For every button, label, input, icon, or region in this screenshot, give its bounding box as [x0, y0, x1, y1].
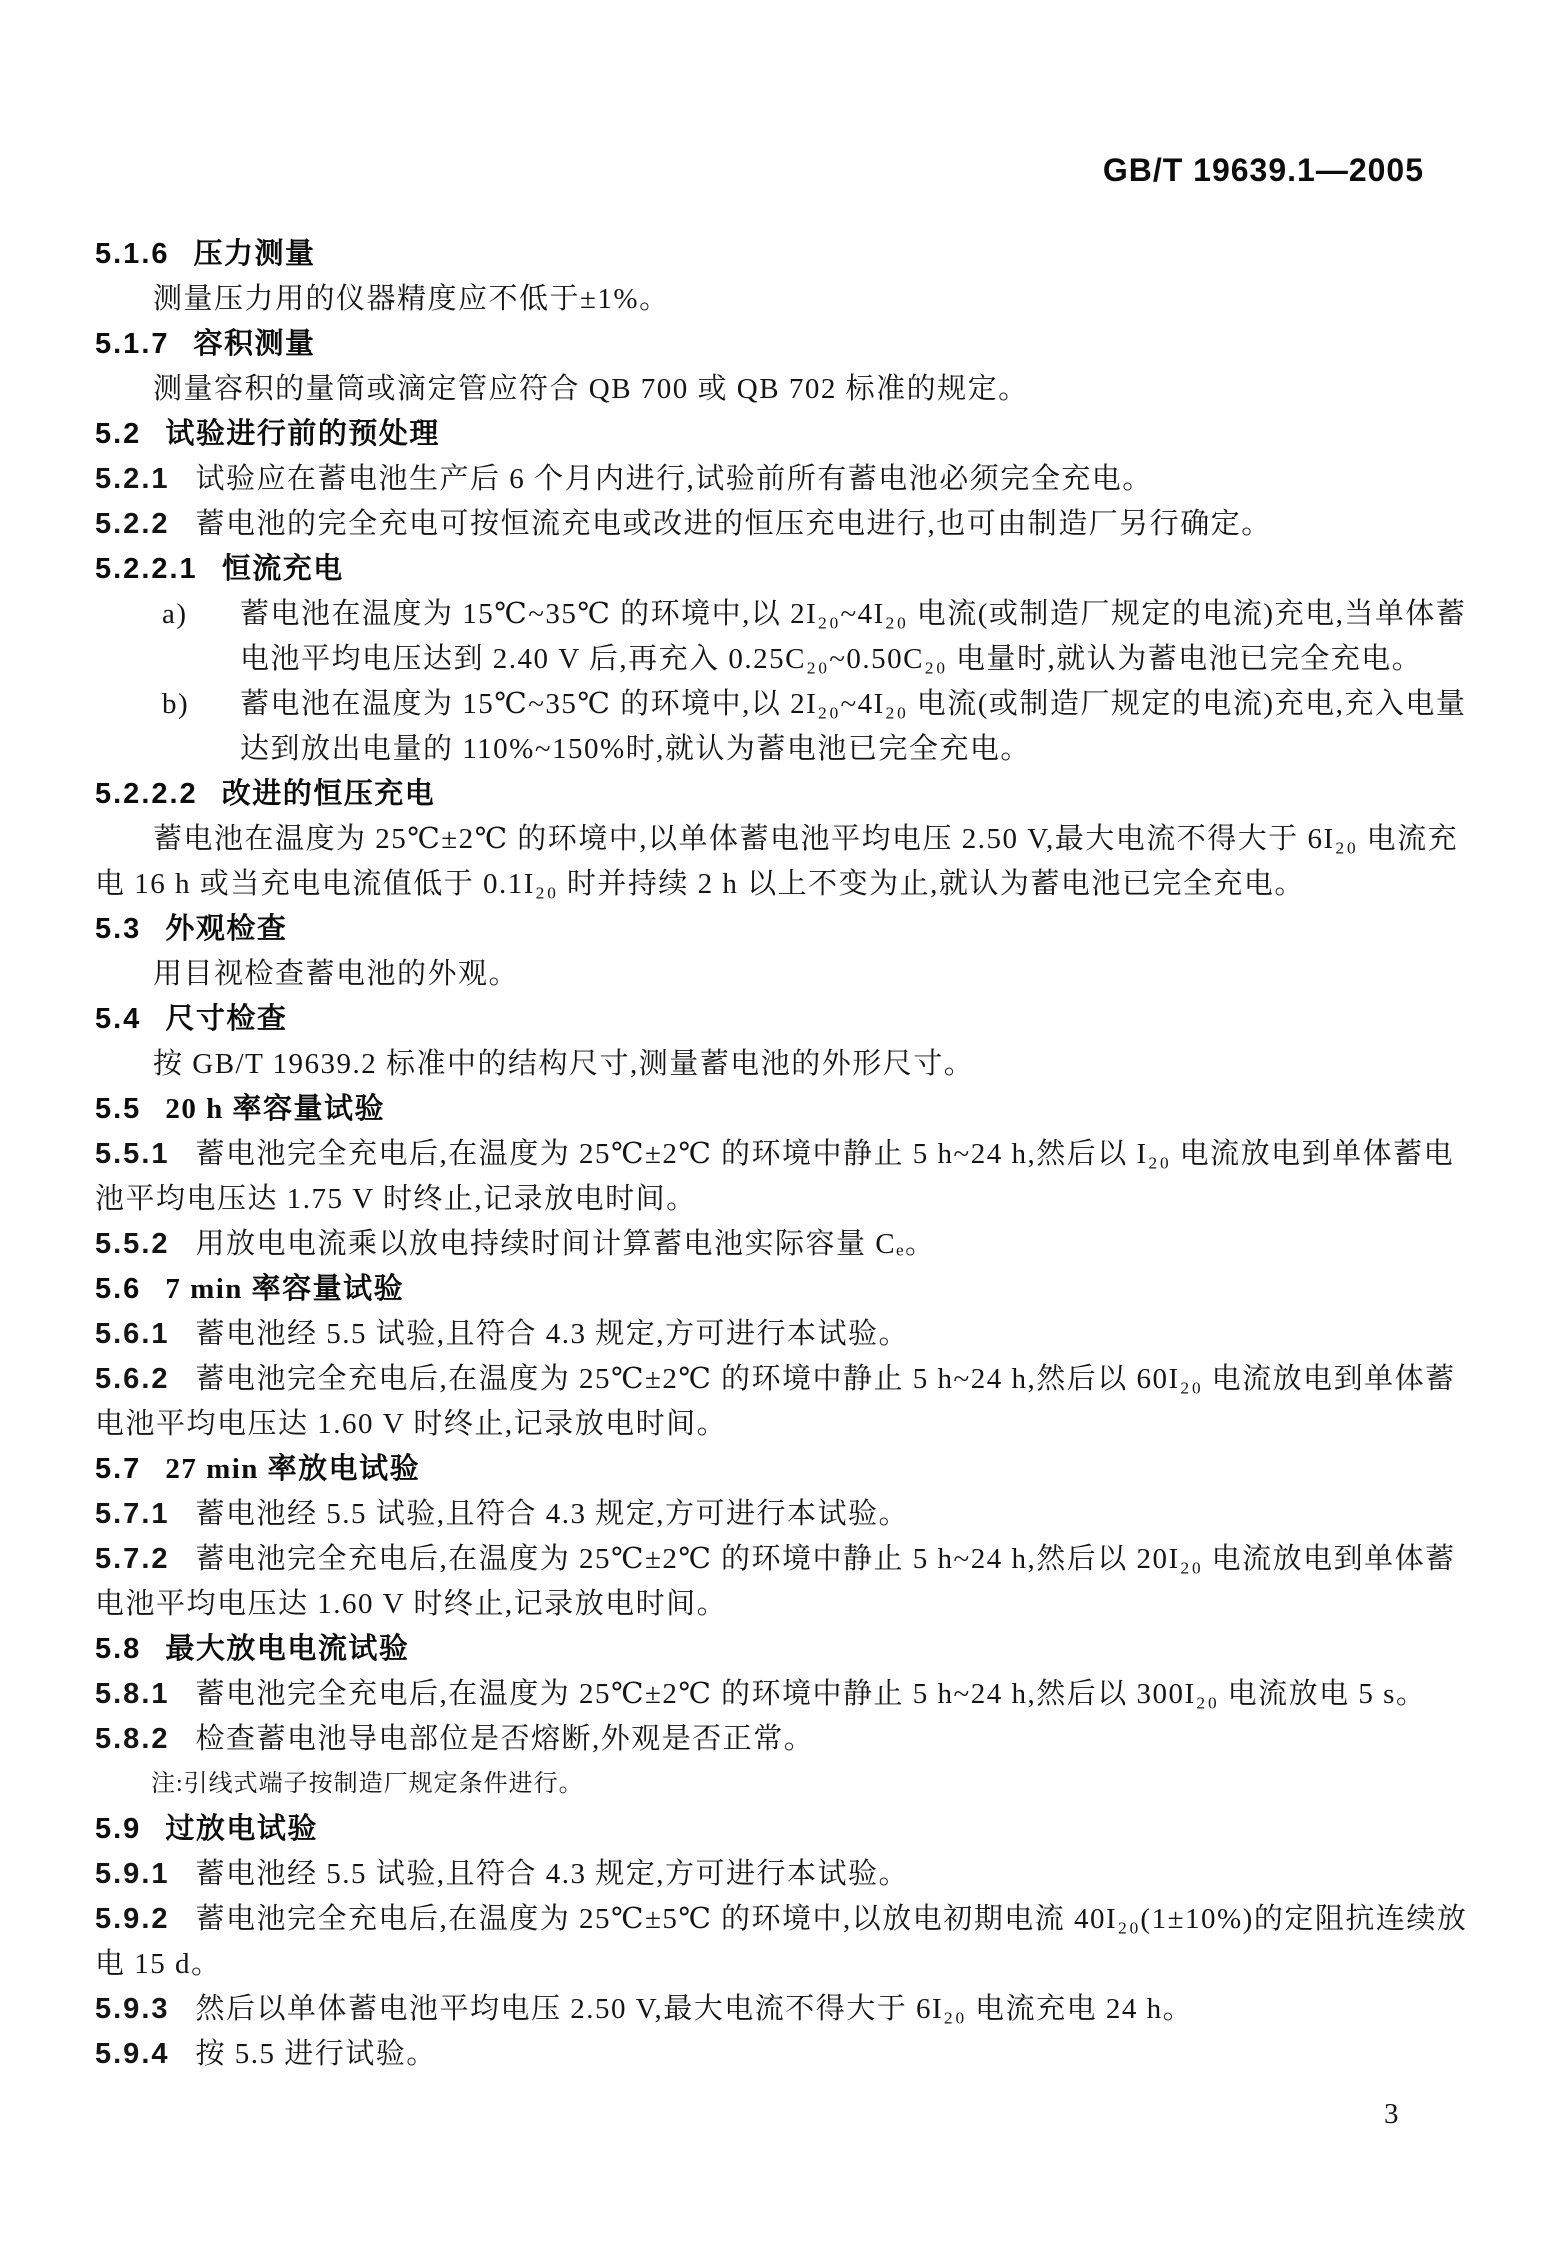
clause-5-6-2 [95, 1357, 1477, 1447]
list-item-a [95, 592, 1477, 682]
clause-number: 5.6.1 [95, 1318, 170, 1350]
section-heading-5-1-7 [95, 322, 1477, 367]
clause-number: 5.8.1 [95, 1678, 170, 1710]
section-heading-5-5 [95, 1087, 1477, 1132]
section-heading-5-1-6 [95, 232, 1477, 277]
clause-text: 蓄电池经 5.5 试验,且符合 4.3 规定,方可进行本试验。 [195, 1858, 910, 1890]
clause-number: 5.2.1 [95, 463, 170, 495]
clause-text: 试验应在蓄电池生产后 6 个月内进行,试验前所有蓄电池必须完全充电。 [195, 463, 1153, 495]
section-number: 5.1.6 [95, 238, 170, 270]
clause-text: 蓄电池的完全充电可按恒流充电或改进的恒压充电进行,也可由制造厂另行确定。 [195, 508, 1272, 540]
clause-text: 蓄电池完全充电后,在温度为 25℃±2℃ 的环境中静止 5 h~24 h,然后以 20I₂₀ 电流放电到单体蓄电池平均电压达 1.60 V 时终止,记录放电时间。 [95, 1543, 1456, 1620]
clause-5-9-2 [95, 1897, 1477, 1987]
section-title: 20 h 率容量试验 [165, 1093, 385, 1125]
section-number: 5.2.2.1 [95, 553, 198, 585]
paragraph: 蓄电池在温度为 25℃±2℃ 的环境中,以单体蓄电池平均电压 2.50 V,最大电流不得大于 6I₂₀ 电流充电 16 h 或当充电电流值低于 0.1I₂₀ 时并持续 2 h 以上不变为止,就认为蓄电池已完全充电。 [95, 823, 1459, 900]
section-title: 改进的恒压充电 [221, 778, 436, 810]
section-number: 5.4 [95, 1003, 142, 1035]
clause-number: 5.6.2 [95, 1363, 170, 1395]
clause-5-2-2 [95, 502, 1477, 547]
clause-5-7-1 [95, 1492, 1477, 1537]
clause-5-9-4 [95, 2032, 1477, 2077]
section-title: 27 min 率放电试验 [165, 1453, 421, 1485]
clause-5-6-1 [95, 1312, 1477, 1357]
section-number: 5.1.7 [95, 328, 170, 360]
clause-text: 蓄电池完全充电后,在温度为 25℃±2℃ 的环境中静止 5 h~24 h,然后以 60I₂₀ 电流放电到单体蓄电池平均电压达 1.60 V 时终止,记录放电时间。 [95, 1363, 1456, 1440]
clause-5-2-1 [95, 457, 1477, 502]
section-number: 5.2 [95, 418, 142, 450]
clause-number: 5.9.3 [95, 1993, 170, 2025]
paragraph: 测量容积的量筒或滴定管应符合 QB 700 或 QB 702 标准的规定。 [153, 373, 1029, 405]
clause-5-8-2 [95, 1717, 1477, 1762]
section-number: 5.5 [95, 1093, 142, 1125]
section-title: 过放电试验 [165, 1813, 318, 1845]
clause-number: 5.5.2 [95, 1228, 170, 1260]
section-heading-5-2-2-1 [95, 547, 1477, 592]
list-item-text: 蓄电池在温度为 15℃~35℃ 的环境中,以 2I₂₀~4I₂₀ 电流(或制造厂规定的电流)充电,充入电量达到放出电量的 110%~150%时,就认为蓄电池已完全充电。 [240, 688, 1467, 765]
document-body [95, 232, 1477, 2077]
clause-text: 然后以单体蓄电池平均电压 2.50 V,最大电流不得大于 6I₂₀ 电流充电 24 h。 [195, 1993, 1194, 2025]
section-title: 试验进行前的预处理 [165, 418, 440, 450]
clause-text: 蓄电池完全充电后,在温度为 25℃±5℃ 的环境中,以放电初期电流 40I₂₀(1±10%)的定阻抗连续放电 15 d。 [95, 1903, 1468, 1980]
clause-5-9-1 [95, 1852, 1477, 1897]
list-marker: a) [162, 598, 188, 630]
section-title: 最大放电电流试验 [165, 1633, 410, 1665]
section-number: 5.7 [95, 1453, 142, 1485]
clause-text: 蓄电池完全充电后,在温度为 25℃±2℃ 的环境中静止 5 h~24 h,然后以 I₂₀ 电流放电到单体蓄电池平均电压达 1.75 V 时终止,记录放电时间。 [95, 1138, 1455, 1215]
clause-5-5-1 [95, 1132, 1477, 1222]
section-heading-5-7 [95, 1447, 1477, 1492]
clause-5-9-3 [95, 1987, 1477, 2032]
clause-number: 5.8.2 [95, 1723, 170, 1755]
section-title: 容积测量 [193, 328, 316, 360]
section-title: 尺寸检查 [165, 1003, 288, 1035]
clause-number: 5.7.1 [95, 1498, 170, 1530]
section-heading-5-9 [95, 1807, 1477, 1852]
section-heading-5-2-2-2 [95, 772, 1477, 817]
section-heading-5-2 [95, 412, 1477, 457]
clause-number: 5.2.2 [95, 508, 170, 540]
section-title: 压力测量 [193, 238, 316, 270]
clause-text: 蓄电池完全充电后,在温度为 25℃±2℃ 的环境中静止 5 h~24 h,然后以 300I₂₀ 电流放电 5 s。 [195, 1678, 1427, 1710]
clause-number: 5.9.2 [95, 1903, 170, 1935]
clause-text: 蓄电池经 5.5 试验,且符合 4.3 规定,方可进行本试验。 [195, 1318, 910, 1350]
list-marker: b) [162, 688, 190, 720]
section-number: 5.9 [95, 1813, 142, 1845]
standard-number-header: GB/T 19639.1—2005 [1102, 152, 1424, 188]
section-number: 5.6 [95, 1273, 142, 1305]
clause-number: 5.9.1 [95, 1858, 170, 1890]
paragraph: 按 GB/T 19639.2 标准中的结构尺寸,测量蓄电池的外形尺寸。 [153, 1048, 975, 1080]
section-number: 5.8 [95, 1633, 142, 1665]
clause-number: 5.5.1 [95, 1138, 170, 1170]
clause-text: 检查蓄电池导电部位是否熔断,外观是否正常。 [195, 1723, 815, 1755]
section-number: 5.3 [95, 913, 142, 945]
section-title: 外观检查 [165, 913, 288, 945]
section-title: 恒流充电 [221, 553, 344, 585]
paragraph: 用目视检查蓄电池的外观。 [153, 958, 520, 990]
section-heading-5-8 [95, 1627, 1477, 1672]
paragraph: 测量压力用的仪器精度应不低于±1%。 [153, 283, 670, 315]
section-heading-5-4 [95, 997, 1477, 1042]
clause-5-7-2 [95, 1537, 1477, 1627]
section-title: 7 min 率容量试验 [165, 1273, 405, 1305]
clause-number: 5.7.2 [95, 1543, 170, 1575]
section-number: 5.2.2.2 [95, 778, 198, 810]
clause-5-8-1 [95, 1672, 1477, 1717]
page-number: 3 [1384, 2098, 1399, 2130]
clause-text: 按 5.5 进行试验。 [195, 2038, 437, 2070]
section-heading-5-3 [95, 907, 1477, 952]
clause-number: 5.9.4 [95, 2038, 170, 2070]
clause-5-5-2 [95, 1222, 1477, 1267]
list-item-b [95, 682, 1477, 772]
section-heading-5-6 [95, 1267, 1477, 1312]
list-item-text: 蓄电池在温度为 15℃~35℃ 的环境中,以 2I₂₀~4I₂₀ 电流(或制造厂规定的电流)充电,当单体蓄电池平均电压达到 2.40 V 后,再充入 0.25C₂₀~0.50C₂₀ 电量时,就认为蓄电池已完全充电。 [240, 598, 1467, 675]
note: 注:引线式端子按制造厂规定条件进行。 [151, 1771, 584, 1797]
clause-text: 蓄电池经 5.5 试验,且符合 4.3 规定,方可进行本试验。 [195, 1498, 910, 1530]
clause-text: 用放电电流乘以放电持续时间计算蓄电池实际容量 Cₑ。 [195, 1228, 936, 1260]
